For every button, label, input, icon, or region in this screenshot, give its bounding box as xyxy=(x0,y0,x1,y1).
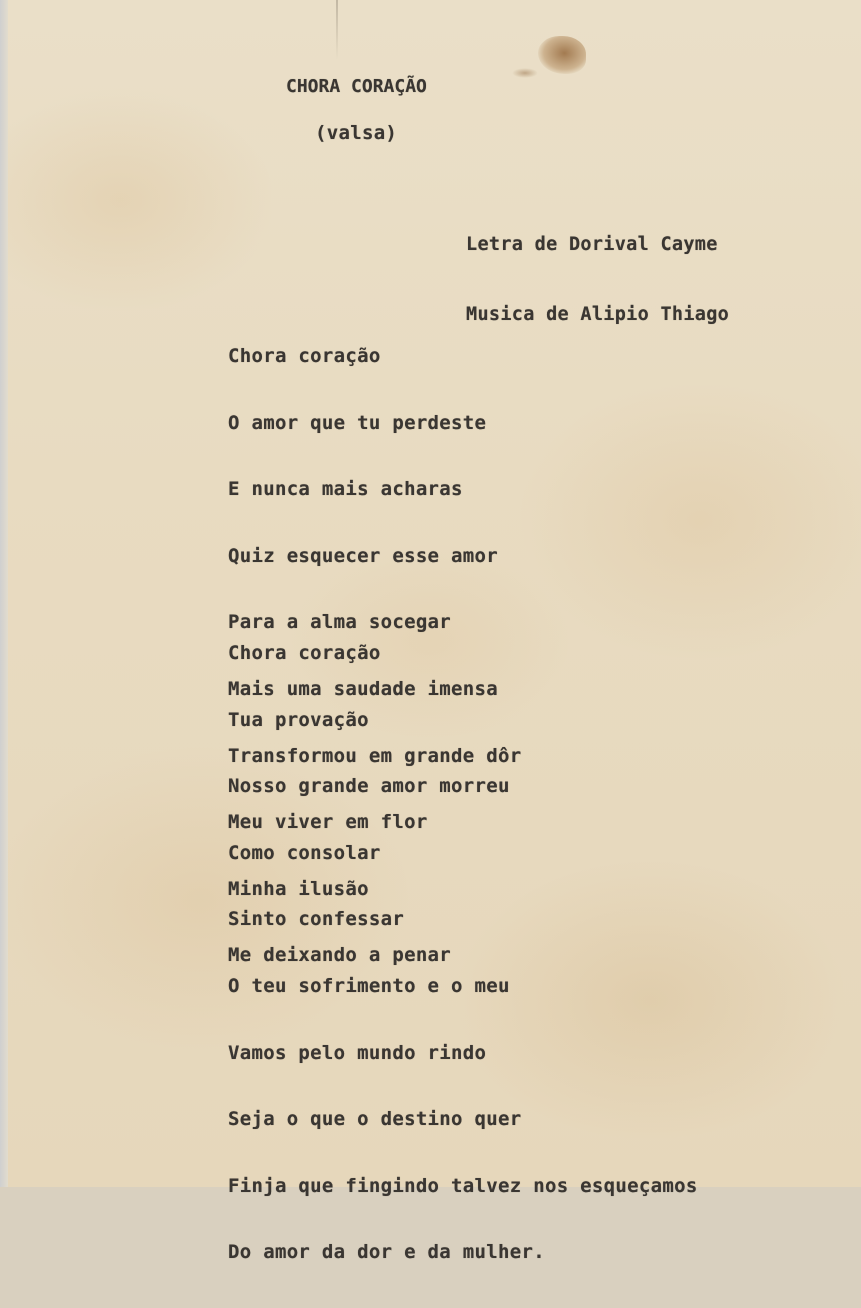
verse-line: Para a alma socegar xyxy=(228,611,452,634)
verse-line: Nosso grande amor morreu xyxy=(228,775,510,798)
verse-line: Como consolar xyxy=(228,841,381,864)
paper-crease xyxy=(336,0,338,60)
ink-stain-trail xyxy=(512,68,538,78)
ink-stain xyxy=(538,36,586,74)
verse-line: Mais uma saudade imensa xyxy=(228,677,498,700)
verse-line: E nunca mais acharas xyxy=(228,478,463,501)
verse-line: Transformou em grande dôr xyxy=(228,744,522,767)
verse-line: Meu viver em flor xyxy=(228,811,428,834)
verse-line: Finja que fingindo talvez nos esqueçamos xyxy=(228,1174,698,1197)
song-title: CHORA CORAÇÃO xyxy=(286,76,427,97)
verse-line: Vamos pelo mundo rindo xyxy=(228,1041,487,1064)
verse-line: Chora coração xyxy=(228,345,381,367)
scan-edge xyxy=(0,0,8,1187)
verse-line: Sinto confessar xyxy=(228,908,405,931)
song-genre: (valsa) xyxy=(315,122,398,144)
music-credit: Musica de Alipio Thiago xyxy=(466,304,730,325)
verse-line: Quiz esquecer esse amor xyxy=(228,544,498,567)
verse-line: Do amor da dor e da mulher. xyxy=(228,1241,545,1264)
verse-line: Chora coração xyxy=(228,642,381,664)
verse-line: Minha ilusão xyxy=(228,877,369,900)
verse-line: Seja o que o destino quer xyxy=(228,1108,522,1131)
lyrics-credit: Letra de Dorival Cayme xyxy=(466,234,718,255)
stanza-2 xyxy=(228,598,698,1308)
verse-line: O teu sofrimento e o meu xyxy=(228,974,510,997)
verse-line: Tua provação xyxy=(228,708,369,731)
verse-line: Me deixando a penar xyxy=(228,944,452,967)
verse-line: O amor que tu perdeste xyxy=(228,411,487,434)
